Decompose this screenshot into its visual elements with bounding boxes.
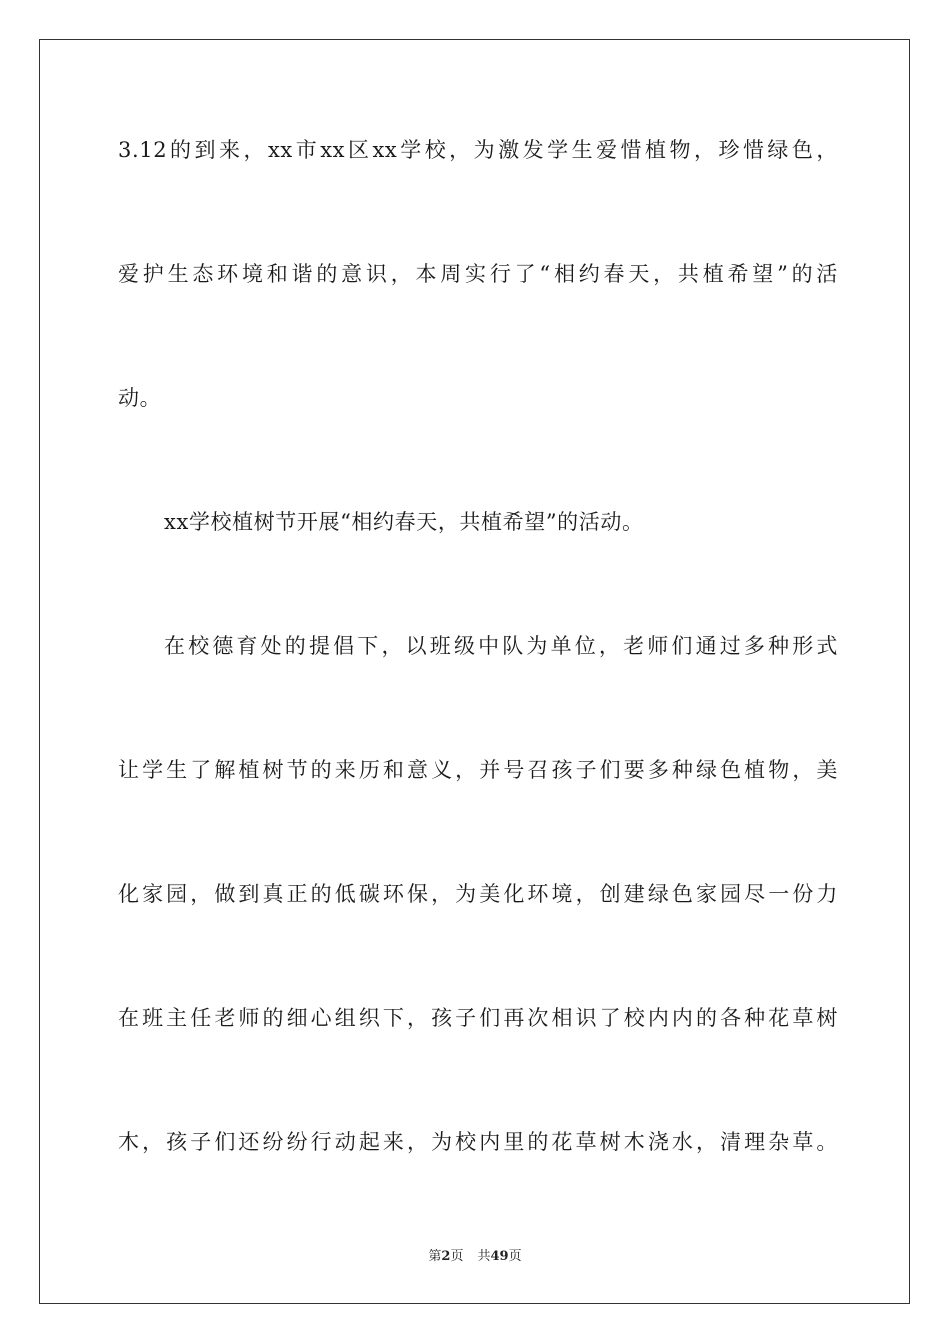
text-line-9: 木，孩子们还纷纷行动起来，为校内里的花草树木浇水，清理杂草。 xyxy=(118,1130,838,1154)
text-line-3: 动。 xyxy=(118,386,162,410)
total-pages: 49 xyxy=(490,1249,509,1264)
page-suffix: 页 xyxy=(450,1249,464,1264)
text-line-6: 让学生了解植树节的来历和意义，并号召孩子们要多种绿色植物，美 xyxy=(118,758,838,782)
total-suffix: 页 xyxy=(508,1249,522,1264)
page-prefix: 第 xyxy=(428,1249,442,1264)
paragraph-heading: xx学校植树节开展“相约春天，共植希望”的活动。 xyxy=(164,510,644,534)
text-line-5: 在校德育处的提倡下，以班级中队为单位，老师们通过多种形式 xyxy=(164,634,838,658)
page-footer xyxy=(0,1248,950,1266)
text-line-8: 在班主任老师的细心组织下，孩子们再次相识了校内内的各种花草树 xyxy=(118,1006,838,1030)
page-number: 2 xyxy=(441,1249,451,1264)
text-line-2: 爱护生态环境和谐的意识，本周实行了“相约春天，共植希望”的活 xyxy=(118,262,838,286)
text-line-7: 化家园，做到真正的低碳环保，为美化环境，创建绿色家园尽一份力 xyxy=(118,882,838,906)
page-frame xyxy=(39,39,910,1304)
text-line-1: 3.12的到来，xx市xx区xx学校，为激发学生爱惜植物，珍惜绿色， xyxy=(118,138,838,162)
total-prefix: 共 xyxy=(477,1249,491,1264)
